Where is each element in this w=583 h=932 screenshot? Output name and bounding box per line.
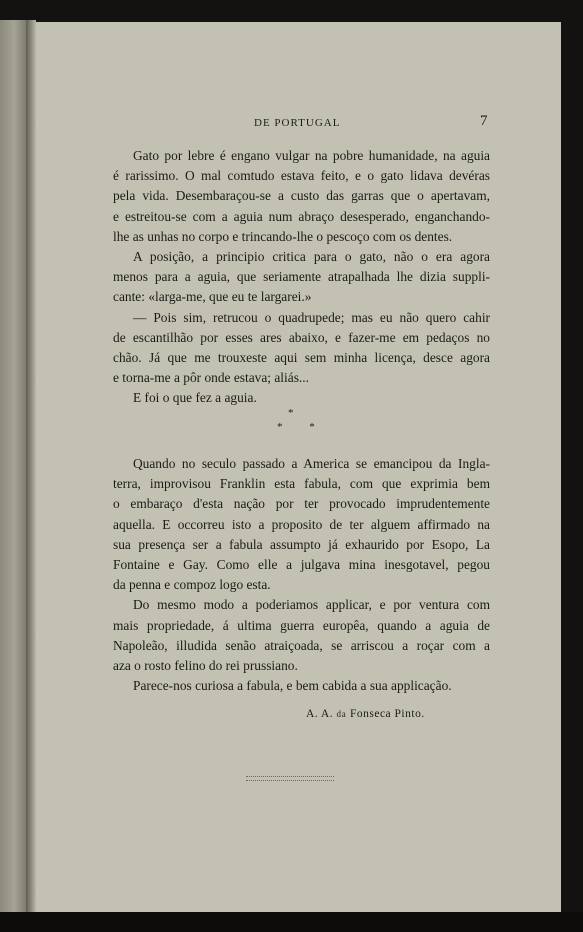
text-line: Quando no seculo passado a America se emancipou da Ingla-: [133, 456, 490, 471]
asterism-bottom: * *: [277, 421, 327, 433]
asterism: [36, 408, 561, 442]
page-number: 7: [480, 113, 488, 129]
page-header: [36, 113, 561, 137]
text-section-2: [113, 454, 490, 696]
author-signature: [306, 708, 425, 720]
signature-name1: Fonseca: [349, 708, 392, 720]
text-line: e estreitou-se com a aguia num abraço desesperado, enganchando-: [113, 208, 490, 224]
signature-name2: Pinto.: [394, 708, 425, 720]
text-line: da penna e compoz logo esta.: [113, 577, 271, 593]
bottom-shadow: [0, 912, 583, 932]
ornamental-rule: [246, 776, 334, 781]
text-line: e torna-me a pôr onde estava; aliás...: [113, 370, 309, 386]
text-section-1: [113, 146, 490, 409]
text-line: Napoleão, illudida senão atraiçoada, se arriscou a roçar com a: [113, 637, 490, 653]
text-line: menos para a aguia, que seriamente atrapalhada lhe dizia suppli-: [113, 269, 490, 285]
text-line: lhe as unhas no corpo e trincando-lhe o pescoço com os dentes.: [113, 228, 453, 244]
text-line: de escantilhão por esses ares abaixo, e fazer-me em pedaços no: [113, 329, 490, 345]
text-line: cante: «larga-me, que eu te largarei.»: [113, 289, 312, 305]
text-line: Gato por lebre é engano vulgar na pobre humanidade, na aguia: [133, 148, 490, 163]
text-line: mais propriedade, á ultima guerra europêa, quando a aguia de: [113, 617, 490, 633]
book-spine: [0, 20, 26, 916]
text-line: — Pois sim, retrucou o quadrupede; mas eu não quero cahir: [133, 309, 490, 325]
running-head: DE PORTUGAL: [254, 117, 341, 129]
text-line: Parece-nos curiosa a fabula, e bem cabida a sua applicação.: [133, 678, 452, 694]
text-line: aza o rosto felino do rei prussiano.: [113, 658, 298, 674]
gutter-shadow: [26, 20, 36, 916]
text-line: E foi o que fez a aguia.: [133, 390, 257, 406]
text-line: A posição, a principio critica para o gato, não o era agora: [133, 249, 490, 265]
text-line: o embaraço d'esta nação por ter provocado imprudentemente: [113, 496, 490, 512]
signature-da: da: [336, 709, 347, 719]
signature-initials: A. A.: [306, 708, 337, 720]
text-line: terra, improvisou Franklin esta fabula, com que exprimia bem: [113, 476, 490, 492]
text-line: Do mesmo modo a poderiamos applicar, e por ventura com: [133, 597, 490, 613]
text-line: Fontaine e Gay. Como elle a julgava mina inesgotavel, pegou: [113, 557, 490, 573]
text-line: chão. Já que me trouxeste aqui sem minha licença, desce agora: [113, 350, 490, 366]
asterism-top: *: [288, 407, 294, 419]
text-line: pela vida. Desembaraçou-se a custo das garras que o apertavam,: [113, 188, 490, 204]
book-page: [36, 22, 561, 912]
text-line: sua presença ser a fabula assumpto já exhaurido por Esopo, La: [113, 536, 490, 552]
text-line: aquella. E occorreu isto a proposito de ter alguem affirmado na: [113, 516, 490, 532]
text-line: é rarissimo. O mal comtudo estava feito, e o gato lidava devéras: [113, 168, 490, 184]
